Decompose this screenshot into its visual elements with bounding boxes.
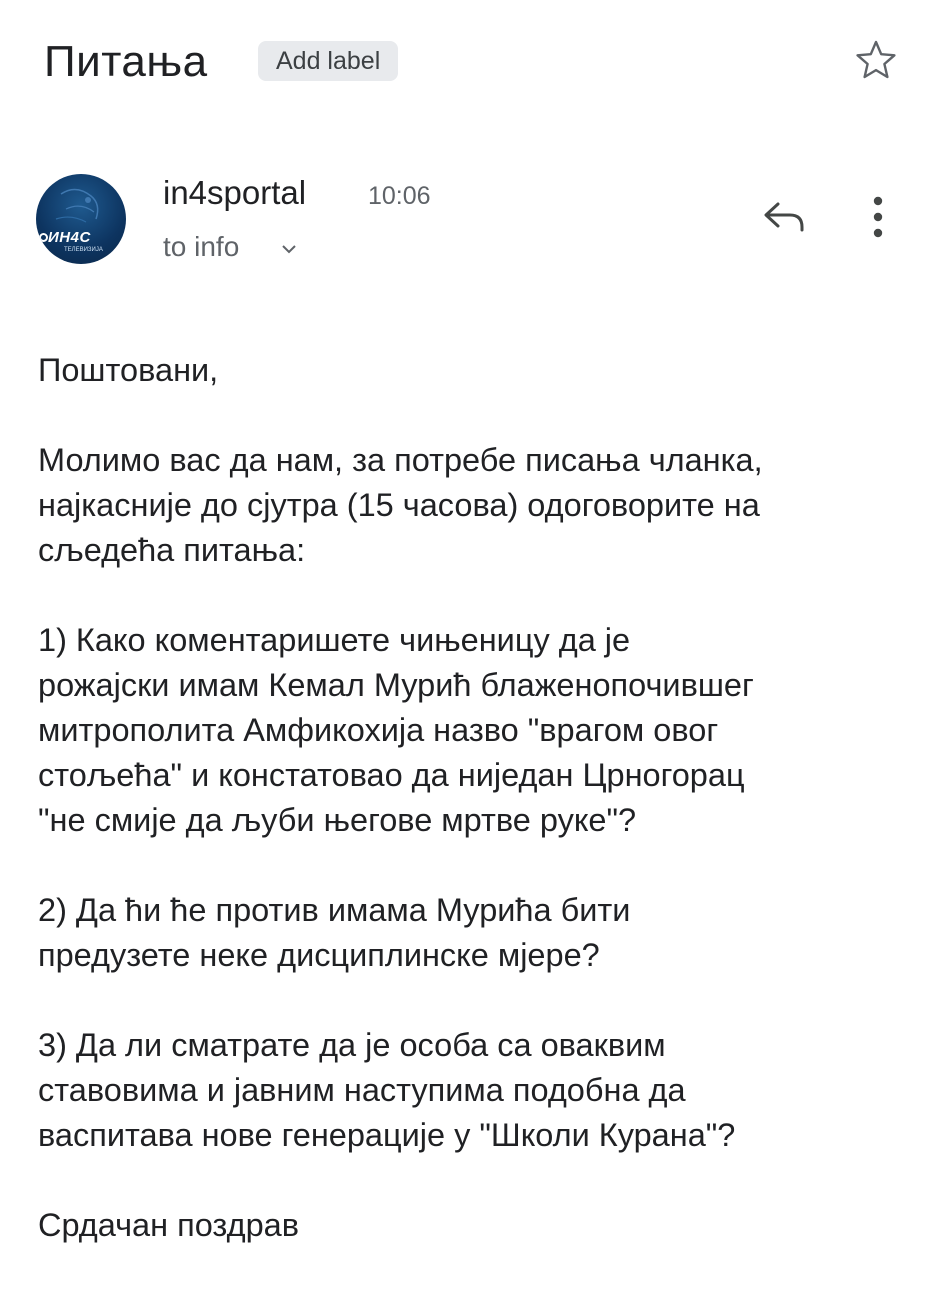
reply-button[interactable] bbox=[760, 194, 810, 238]
message-body bbox=[38, 348, 898, 1293]
question-line: ставовима и јавним наступима подобна да bbox=[38, 1072, 686, 1108]
question-line: предузете неке дисциплинске мјере? bbox=[38, 937, 600, 973]
more-options-button[interactable] bbox=[866, 192, 890, 242]
chevron-down-icon[interactable] bbox=[280, 242, 298, 256]
question-line: митрополита Амфикохија назво "врагом овог bbox=[38, 712, 719, 748]
subject-row bbox=[44, 34, 904, 94]
sender-name[interactable]: in4sportal bbox=[163, 174, 307, 211]
closing bbox=[38, 1203, 898, 1248]
recipient-details-toggle[interactable]: to info bbox=[163, 231, 240, 262]
question-1 bbox=[38, 618, 898, 843]
question-3 bbox=[38, 1023, 898, 1158]
intro-line: Молимо вас да нам, за потребе писања чланка, bbox=[38, 442, 763, 478]
greeting bbox=[38, 348, 898, 393]
avatar[interactable] bbox=[36, 174, 126, 264]
question-line: "не смије да љуби његове мртве руке"? bbox=[38, 802, 637, 838]
greeting-text: Поштовани, bbox=[38, 352, 219, 388]
avatar-subtitle: ТЕЛЕВИЗИЈА bbox=[64, 247, 103, 253]
star-icon[interactable] bbox=[852, 36, 900, 84]
add-label-button[interactable]: Add label bbox=[258, 41, 398, 81]
intro-line: сљедећа питања: bbox=[38, 532, 306, 568]
reply-icon bbox=[760, 194, 810, 238]
avatar-logo-mark bbox=[39, 233, 48, 242]
intro-line: најкасније до сјутра (15 часова) одоговорите на bbox=[38, 487, 760, 523]
sent-time: 10:06 bbox=[368, 182, 431, 210]
intro-paragraph bbox=[38, 438, 898, 573]
question-line: 1) Како коментаришете чињеницу да је bbox=[38, 622, 631, 658]
closing-text: Срдачан поздрав bbox=[38, 1207, 299, 1243]
email-subject: Питања bbox=[44, 37, 208, 86]
question-line: васпитава нове генерације у "Школи Курана"? bbox=[38, 1117, 736, 1153]
sender-header bbox=[36, 168, 896, 278]
question-line: 3) Да ли сматрате да је особа са оваквим bbox=[38, 1027, 666, 1063]
question-2 bbox=[38, 888, 898, 978]
avatar-brand-text: ИН4С bbox=[48, 229, 91, 246]
question-line: рожајски имам Кемал Мурић блаженопочившег bbox=[38, 667, 754, 703]
question-line: 2) Да ћи ће против имама Мурића бити bbox=[38, 892, 631, 928]
question-line: стољећа" и констатовао да ниједан Црногорац bbox=[38, 757, 745, 793]
more-vertical-icon bbox=[866, 192, 890, 242]
